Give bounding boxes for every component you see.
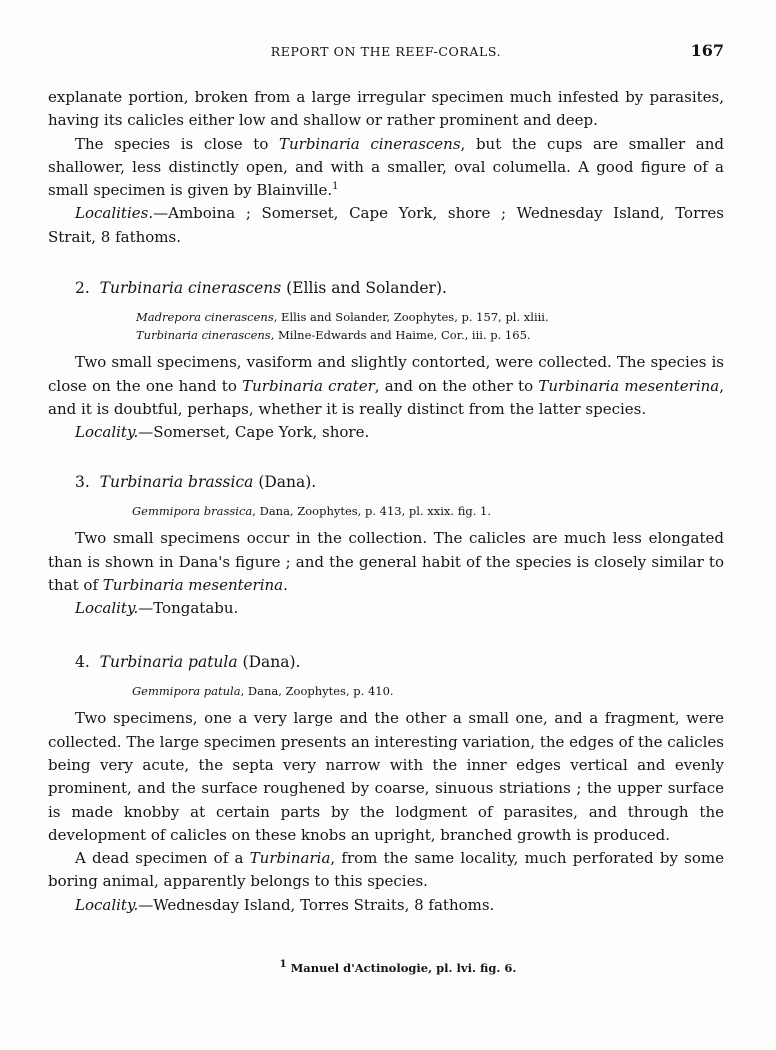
- species-heading: 4. Turbinaria patula (Dana).: [75, 652, 301, 671]
- synonym-entry: Turbinaria cinerascens, Milne-Edwards and Haime, Cor., iii. p. 165.: [136, 327, 531, 342]
- species-heading: 2. Turbinaria cinerascens (Ellis and Solander).: [75, 279, 447, 298]
- running-header: [48, 41, 724, 60]
- synonymy: [136, 309, 724, 344]
- locality: Locality.—Somerset, Cape York, shore.: [75, 423, 370, 442]
- paragraph: Two small specimens, vasiform and slightly contorted, were collected. The species is close on the one hand to Turbinaria crater, and on the other to Turbinaria mesenterina, and it is doubtful, perhaps, whether it is really distinct from the latter species.: [48, 353, 724, 418]
- synonym-entry: Madrepora cinerascens, Ellis and Solander, Zoophytes, p. 157, pl. xliii.: [136, 310, 549, 325]
- locality: Locality.—Wednesday Island, Torres Straits, 8 fathoms.: [75, 895, 495, 914]
- paragraph: Two small specimens occur in the collection. The calicles are much less elongated than is shown in Dana's figure ; and the general habit of the species is closely similar to that of Turbinaria mesenterina.: [48, 529, 724, 594]
- running-title: REPORT ON THE REEF-CORALS.: [270, 44, 502, 59]
- locality-label: Locality.: [75, 423, 139, 442]
- locality: Locality.—Tongatabu.: [75, 599, 239, 618]
- footnote: [0, 961, 776, 975]
- footnote-mark: 1: [279, 959, 287, 971]
- footnote-ref: 1: [332, 181, 339, 193]
- paragraph: Two specimens, one a very large and the other a small one, and a fragment, were collected. The large specimen presents an interesting variation, the edges of the calicles being very acute, the septa very narrow with the inner edges vertical and evenly prominent, and the surface roughened by coarse, sinuous striations ; the upper surface is made knobby at certain parts by the lodgment of parasites, and through the development of calicles on these knobs an upright, branched growth is produced.: [48, 709, 724, 844]
- page-number: 167: [690, 41, 724, 60]
- species-heading: 3. Turbinaria brassica (Dana).: [75, 472, 317, 491]
- paragraph: explanate portion, broken from a large irregular specimen much infested by parasites, having its calicles either low and shallow or rather prominent and deep.: [48, 88, 724, 130]
- synonym-entry: Gemmipora patula, Dana, Zoophytes, p. 410.: [132, 683, 394, 698]
- synonym-entry: Gemmipora brassica, Dana, Zoophytes, p. 413, pl. xxix. fig. 1.: [132, 503, 492, 518]
- locality: Localities.—Amboina ; Somerset, Cape York, shore ; Wednesday Island, Torres Strait, 8 fathoms.: [48, 204, 724, 246]
- paragraph: The species is close to Turbinaria cinerascens, but the cups are smaller and shallower, less distinctly open, and with a smaller, oval columella. A good figure of a small specimen is given by Blainville.$^1$: [48, 134, 724, 200]
- locality-label: Localities.: [75, 204, 154, 223]
- synonymy: [132, 503, 724, 521]
- footnote-text: Manuel d'Actinologie, pl. lvi. fig. 6.: [286, 961, 517, 975]
- locality-label: Locality.: [75, 895, 139, 914]
- locality-label: Locality.: [75, 599, 139, 618]
- paragraph: A dead specimen of a Turbinaria, from the same locality, much perforated by some boring animal, apparently belongs to this species.: [48, 849, 725, 891]
- synonymy: [132, 683, 724, 701]
- body-text: [48, 86, 724, 917]
